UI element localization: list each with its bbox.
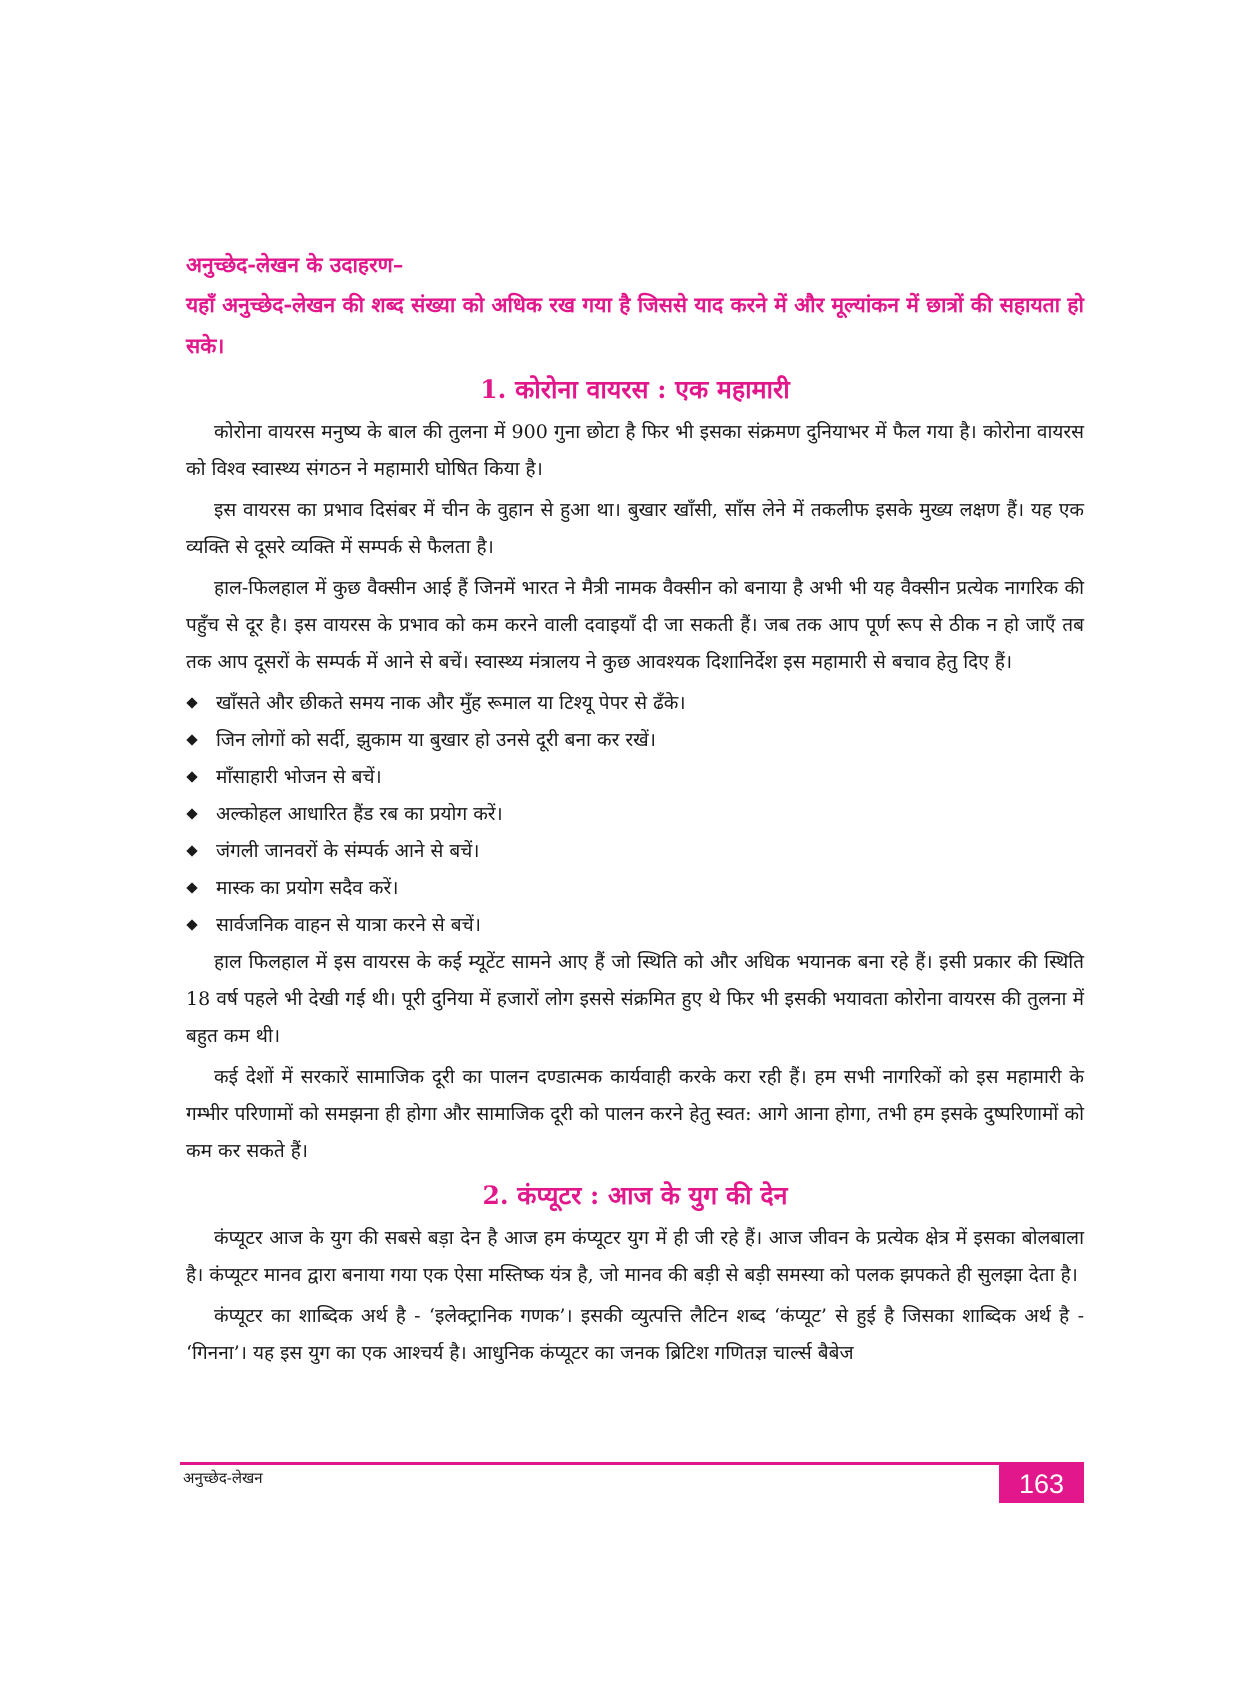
section-title-corona: 1. कोरोना वायरस : एक महामारी [480, 375, 790, 404]
paragraph: कंप्यूटर का शाब्दिक अर्थ है - ‘इलेक्ट्रानिक गणक’। इसकी व्युत्पत्ति लैटिन शब्द ‘कंप्यूट’ से हुई है जिसका शाब्दिक अर्थ है - ‘गिनना’। यह इस युग का एक आश्चर्य है। आधुनिक कंप्यूटर का जनक ब्रिटिश गणितज्ञ चार्ल्स बैबेज [186, 1305, 1084, 1364]
paragraph: कोरोना वायरस मनुष्य के बाल की तुलना में 900 गुना छोटा है फिर भी इसका संक्रमण दुनियाभर में फैल गया है। कोरोना वायरस को विश्व स्वास्थ्य संगठन ने महामारी घोषित किया है। [186, 421, 1084, 480]
paragraph: हाल-फिलहाल में कुछ वैक्सीन आई हैं जिनमें भारत ने मैत्री नामक वैक्सीन को बनाया है अभी भी यह वैक्सीन प्रत्येक नागरिक की पहुँच से दूर है। इस वायरस के प्रभाव को कम करने वाली दवाइयाँ दी जा सकती हैं। जब तक आप पूर्ण रूप से ठीक न हो जाएँ तब तक आप दूसरों के सम्पर्क में आने से बचें। स्वास्थ्य मंत्रालय ने कुछ आवश्यक दिशानिर्देश इस महामारी से बचाव हेतु दिए हैं। [186, 577, 1084, 673]
page-number: 163 [999, 1465, 1084, 1503]
list-item [186, 722, 1084, 759]
list-item-text: अल्कोहल आधारित हैंड रब का प्रयोग करें। [216, 803, 503, 825]
diamond-bullet-icon [186, 919, 197, 930]
footer-label: अनुच्छेद-लेखन [183, 1469, 263, 1487]
list-item [186, 796, 1084, 833]
diamond-bullet-icon [186, 697, 197, 708]
diamond-bullet-icon [186, 808, 197, 819]
list-item [186, 833, 1084, 870]
paragraph: हाल फिलहाल में इस वायरस के कई म्यूटेंट सामने आए हैं जो स्थिति को और अधिक भयानक बना रहे हैं। इसी प्रकार की स्थिति 18 वर्ष पहले भी देखी गई थी। पूरी दुनिया में हजारों लोग इससे संक्रमित हुए थे फिर भी इसकी भयावता कोरोना वायरस की तुलना में बहुत कम थी। [186, 951, 1084, 1047]
list-item-text: जिन लोगों को सर्दी, झुकाम या बुखार हो उनसे दूरी बना कर रखें। [216, 729, 656, 751]
diamond-bullet-icon [186, 734, 197, 745]
list-item-text: सार्वजनिक वाहन से यात्रा करने से बचें। [216, 914, 481, 936]
list-item [186, 870, 1084, 907]
section-title-computer: 2. कंप्यूटर : आज के युग की देन [482, 1181, 788, 1210]
list-item [186, 907, 1084, 944]
diamond-bullet-icon [186, 845, 197, 856]
list-item [186, 759, 1084, 796]
intro-heading: अनुच्छेद-लेखन के उदाहरण– [186, 252, 404, 277]
paragraph: इस वायरस का प्रभाव दिसंबर में चीन के वुहान से हुआ था। बुखार खाँसी, साँस लेने में तकलीफ इसके मुख्य लक्षण हैं। यह एक व्यक्ति से दूसरे व्यक्ति में सम्पर्क से फैलता है। [186, 499, 1084, 558]
diamond-bullet-icon [186, 771, 197, 782]
list-item-text: जंगली जानवरों के संम्पर्क आने से बचें। [216, 840, 480, 862]
content [186, 246, 1084, 1376]
precautions-list [186, 685, 1084, 944]
paragraph: कंप्यूटर आज के युग की सबसे बड़ा देन है आज हम कंप्यूटर युग में ही जी रहे हैं। आज जीवन के प्रत्येक क्षेत्र में इसका बोलबाला है। कंप्यूटर मानव द्वारा बनाया गया एक ऐसा मस्तिष्क यंत्र है, जो मानव की बड़ी से बड़ी समस्या को पलक झपकते ही सुलझा देता है। [186, 1227, 1084, 1286]
list-item-text: खाँसते और छीकते समय नाक और मुँह रूमाल या टिश्यू पेपर से ढँके। [216, 692, 686, 714]
intro-text: यहाँ अनुच्छेद-लेखन की शब्द संख्या को अधिक रख गया है जिससे याद करने में और मूल्यांकन में छात्रों की सहायता हो सके। [186, 292, 1084, 358]
diamond-bullet-icon [186, 882, 197, 893]
list-item-text: मास्क का प्रयोग सदैव करें। [216, 877, 399, 899]
list-item-text: माँसाहारी भोजन से बचें। [216, 766, 382, 788]
paragraph: कई देशों में सरकारें सामाजिक दूरी का पालन दण्डात्मक कार्यवाही करके करा रही हैं। हम सभी नागरिकों को इस महामारी के गम्भीर परिणामों को समझना ही होगा और सामाजिक दूरी को पालन करने हेतु स्वत: आगे आना होगा, तभी हम इसके दुष्परिणामों को कम कर सकते हैं। [186, 1066, 1084, 1162]
list-item [186, 685, 1084, 722]
footer-divider [180, 1462, 1084, 1465]
